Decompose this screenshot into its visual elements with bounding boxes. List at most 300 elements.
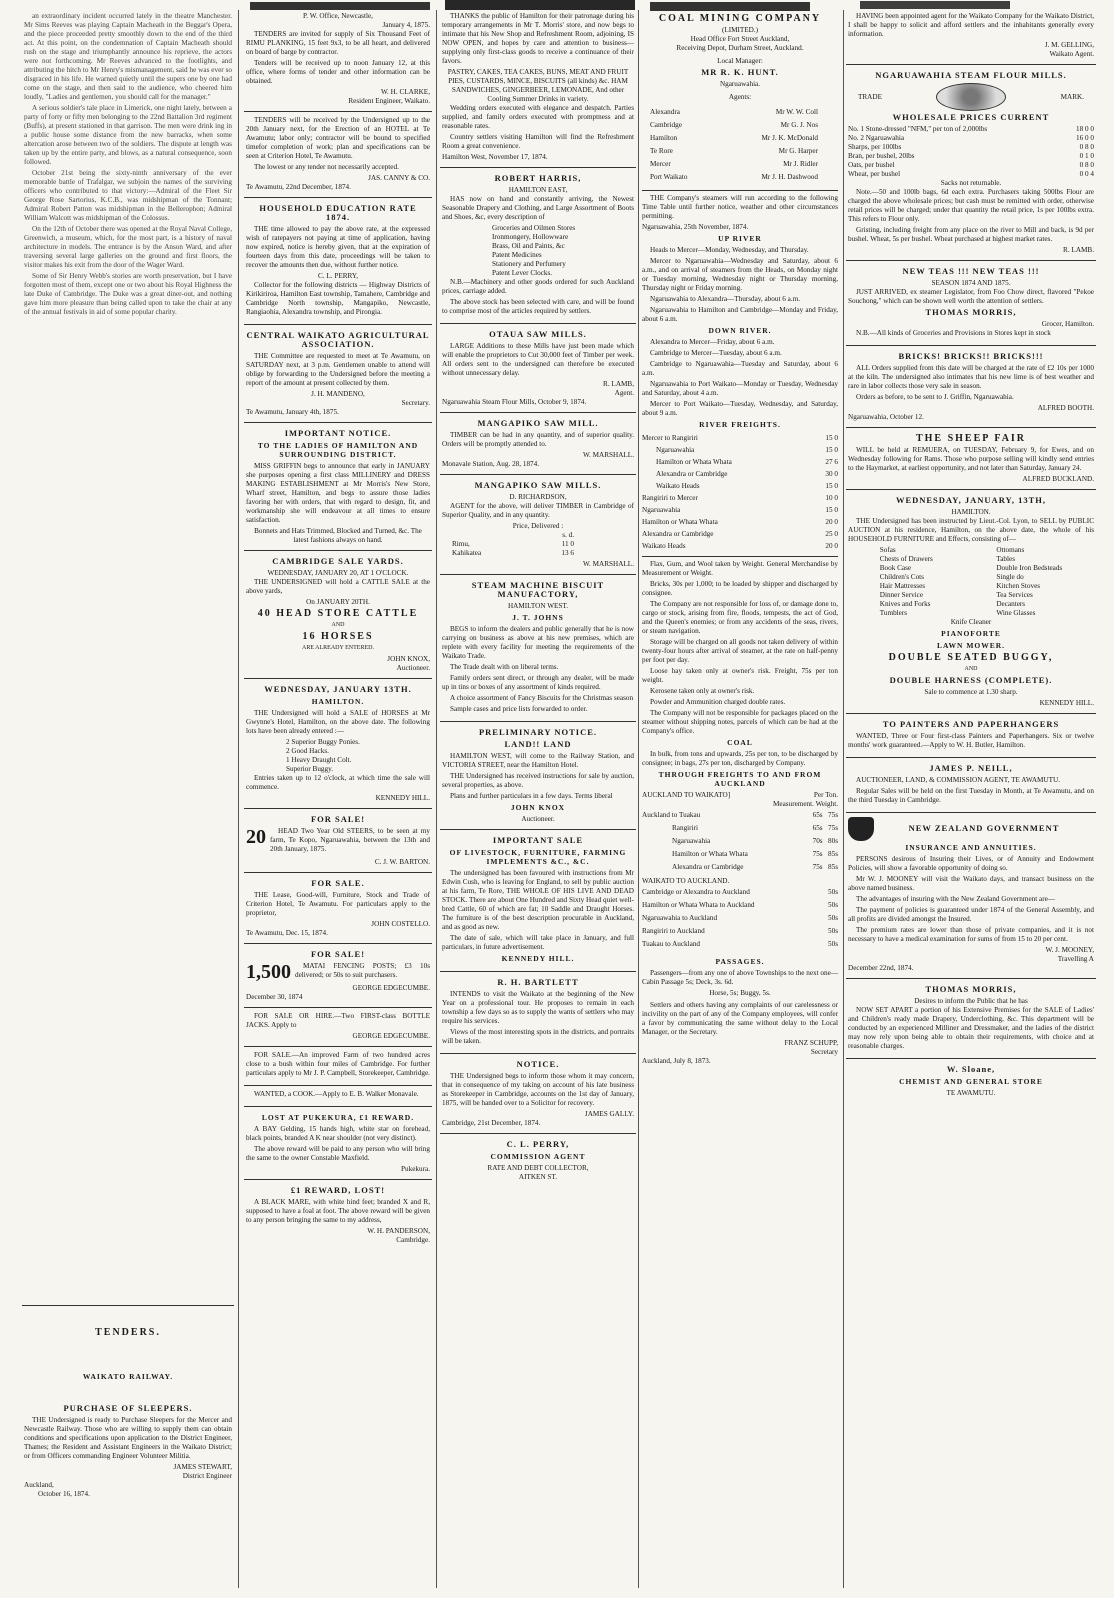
prices-note: Note.—50 and 100lb bags, 6d each extra. Purchasers taking 500lbs Flour are charged the above wholesale prices; but cash must be remitted with order, otherwise retail prices will be charged; under that quantity the retail price, 1s per 100lbs extra. This refers to Flour only. (848, 188, 1094, 223)
mangapiko-date: Monavale Station, Aug. 28, 1874. (442, 460, 540, 468)
company-limited: (LIMITED.) (721, 26, 759, 34)
rate-signature: C. L. PERRY, (317, 272, 358, 280)
livestock-footer: The date of sale, which will take place in January, and full particulars, in future advertisement. (442, 934, 634, 951)
freight-route: Alexandra or Cambridge (642, 530, 714, 538)
notice-heading: IMPORTANT NOTICE. (284, 428, 392, 438)
through-row (642, 848, 838, 861)
furniture-knife: Knife Cleaner (950, 618, 992, 626)
agent-row (642, 119, 838, 132)
reward-place: Cambridge. (396, 1236, 430, 1244)
passages-horse: Horse, 5s; Buggy, 5s. (709, 989, 771, 997)
back-route: Ngaruawahia to Auckland (642, 914, 718, 922)
price-row (848, 170, 1094, 179)
price-item: Wheat, per bushel (848, 170, 901, 178)
neill-body: AUCTIONEER, LAND, & COMMISSION AGENT, TE AWAMUTU. (856, 776, 1060, 784)
agent-appointment-title: Waikato Agent. (1049, 50, 1094, 58)
agent-name: Mr G. Harper (778, 147, 818, 155)
price-item: No. 1 Stone-dressed "NFM," per ton of 2,000lbs (848, 125, 988, 133)
morris-intro: Desires to inform the Public that he has (914, 997, 1028, 1005)
tender-date: Te Awamutu, 22nd December, 1874. (246, 183, 351, 191)
steers-body: HEAD Two Year Old STEERS, to be seen at my farm, Te Kopo, Ngaruawahia, between the 13th and 20th January, 1875. (270, 827, 430, 853)
price-item: Oats, per bushel (848, 161, 895, 169)
sale-yards-signature: JOHN KNOX, (387, 655, 430, 663)
reward-mare-ad (244, 1180, 432, 1250)
company-signature: FRANZ SCHUPP, (784, 1039, 838, 1047)
column-1 (22, 8, 234, 1588)
horse-lot: 1 Heavy Draught Colt. (286, 756, 352, 764)
association-heading: CENTRAL WAIKATO AGRICULTURAL ASSOCIATION. (246, 330, 430, 349)
through-route: Rangiriri (672, 824, 698, 832)
coal-heading: COAL (727, 738, 753, 747)
steers-heading: FOR SALE! (310, 814, 366, 824)
furniture-item: Decanters (996, 600, 1026, 608)
harris-place: HAMILTON EAST, (508, 186, 568, 194)
livestock-heading: IMPORTANT SALE (492, 835, 584, 845)
freight-price: 15 0 (825, 434, 838, 442)
government-insurance-ad (846, 813, 1096, 979)
back-route: Tuakau to Auckland (642, 940, 701, 948)
back-row (642, 912, 838, 925)
agent-place: Alexandra (650, 108, 680, 116)
freight-row (642, 444, 838, 456)
furniture-item: Book Case (879, 564, 912, 572)
biscuit-place: HAMILTON WEST. (507, 602, 569, 610)
price-item: No. 2 Ngaruawahia (848, 134, 905, 142)
crest-icon (848, 817, 874, 841)
reward-heading: £1 REWARD, LOST! (290, 1185, 386, 1195)
agricultural-association-ad (244, 325, 432, 423)
freight-row (642, 432, 838, 444)
furniture-item: Chests of Drawers (879, 555, 933, 563)
livestock-subheading: OF LIVESTOCK, FURNITURE, FARMING IMPLEMENTS &C., &C. (449, 848, 627, 866)
sheep-signature: ALFRED BUCKLAND. (1022, 475, 1094, 483)
otaua-body: LARGE Additions to these Mills have just been made which will enable the proprietors to Cut 30,000 feet of Timber per week. All orders sent to the undersigned can therefore be executed without unnecessary delay. (442, 342, 634, 377)
company-title: Secretary (810, 1048, 838, 1056)
furniture-mower: LAWN MOWER. (936, 641, 1006, 650)
through-row (642, 809, 838, 822)
manager-place: Ngaruawahia. (719, 80, 761, 88)
painters-ad (846, 714, 1096, 758)
company-heading: COAL MINING COMPANY (658, 13, 822, 24)
harris-heading: ROBERT HARRIS, (494, 173, 582, 183)
through-weight: 85s (828, 863, 838, 871)
land-heading: LAND!! LAND (504, 739, 572, 749)
freight-route: Waikato Heads (656, 482, 700, 490)
lost-body: The above reward will be paid to any person who will bring the same to the owner Constable Maxfield. (246, 1145, 430, 1162)
livestock-signature: KENNEDY HILL. (501, 954, 575, 963)
planking-tender-ad (244, 8, 432, 112)
agent-row (642, 145, 838, 158)
furniture-body: THE Undersigned has been instructed by Lieut.-Col. Lyon, to SELL by PUBLIC AUCTION at his residence, Hamilton, on the above date, the whole of his HOUSEHOLD FURNITURE and Effects, consisting of— (848, 517, 1094, 543)
tender-body: Tenders will be received up to noon January 12, at this office, where forms of tender and other information can be obtained. (246, 59, 430, 85)
freight-route: Waikato Heads (642, 542, 686, 550)
horse-sale-place: HAMILTON. (311, 697, 365, 706)
thanks-more: Wedding orders executed with elegance and despatch. Parties supplied, and family orders executed with promptness and at reasonable rates. (442, 104, 634, 130)
furniture-signature: KENNEDY HILL. (1039, 699, 1094, 707)
freight-price: 15 0 (825, 446, 838, 454)
sale-yards-date: WEDNESDAY, JANUARY 20, AT 1 O'CLOCK. (267, 569, 409, 577)
back-price: 50s (828, 914, 838, 922)
association-date: Te Awamutu, January 4th, 1875. (246, 408, 339, 416)
down-river-item: Ngaruawahia to Port Waikato—Monday or Tuesday, Wednesday and Saturday, about 4 a.m. (642, 380, 838, 397)
up-river-heading: UP RIVER (718, 234, 762, 243)
price-value: 0 0 4 (1079, 170, 1094, 178)
perry-ad (440, 1134, 636, 1187)
furniture-item: Wine Glasses (996, 609, 1036, 617)
neill-heading: JAMES P. NEILL, (929, 763, 1013, 773)
furniture-item: Children's Cots (879, 573, 924, 581)
bartlett-ad (440, 972, 636, 1054)
jacks-body: FOR SALE OR HIRE.—Two FIRST-class BOTTLE JACKS. Apply to (246, 1012, 430, 1029)
agents-label: Agents: (728, 93, 752, 101)
land-body: THE Undersigned has received instructions for sale by auction, several properties, as above. (442, 772, 634, 789)
harris-item: Ironmongery, Hollowware (492, 233, 569, 241)
freight-row (642, 480, 838, 492)
sleepers-signature: JAMES STEWART, (173, 1463, 232, 1471)
price-row (848, 125, 1094, 134)
biscuit-body: Family orders sent direct, or through any dealer, will be made up in tins or boxes of any assortment of kinds required. (442, 674, 634, 691)
agent-appointment-body: HAVING been appointed agent for the Waikato Company for the Waikato District, I shall be happy to solicit and afford settlers and the inhabitants generally every information. (848, 12, 1094, 38)
harris-item: Stationery and Perfumery (492, 260, 566, 268)
biscuit-body: BEGS to inform the dealers and public generally that he is now carrying on business as above at his new premises, which are replete with every facility for meeting the requirements of the Waikato Trade. (442, 625, 634, 660)
furniture-sale-ad (846, 490, 1096, 714)
company-depot: Receiving Depot, Durham Street, Auckland. (676, 44, 804, 52)
through-weight: 85s (828, 850, 838, 858)
harris-body: HAS now on hand and constantly arriving, the Newest Seasonable Drapery and Clothing, and Large Assortment of Boots and Shoes, &c, every description of (442, 195, 634, 221)
government-title: Travelling A (1057, 955, 1094, 963)
bricks-body: Bricks, 30s per 1,000; to be loaded by shipper and discharged by consignee. (642, 580, 838, 597)
thanks-footer: Country settlers visiting Hamilton will find the Refreshment Room a great convenience. (442, 133, 634, 150)
bricks-ad (846, 346, 1096, 428)
freight-price: 20 0 (825, 542, 838, 550)
storage-body: Storage will be charged on all goods not taken delivery of within twenty-four hours after arrival of steamer, at the rate on half-penny per foot per day. (642, 638, 838, 664)
through-measure: 75s (812, 850, 823, 858)
back-table (642, 886, 838, 951)
through-measure: 65s (812, 824, 823, 832)
gristing-body: Gristing, including freight from any place on the river to Mill and back, is 9d per bushel. Wheat, 5s per bushel. Wheat purchased at highest market rates. (848, 226, 1094, 243)
lost-heading: LOST AT PUKEKURA, £1 REWARD. (261, 1113, 415, 1122)
settlers-body: Settlers and others having any complaints of our carelessness or incivility on the part of any of the Company employees, will confer a favor by communicating the same without delay to the Local Manager, or the Secretary. (642, 1001, 838, 1036)
furniture-item: Kitchen Stoves (996, 582, 1041, 590)
tender-body: The lowest or any tender not necessarily accepted. (254, 163, 399, 171)
waikato-to-heading: WAIKATO TO AUCKLAND. (642, 877, 730, 885)
through-sub-right: Per Ton. (813, 791, 838, 799)
sleepers-date: October 16, 1874. (38, 1490, 90, 1498)
livestock-sale-ad (440, 830, 636, 972)
furniture-item: Ottomans (996, 546, 1025, 554)
agent-signature: W. MARSHALL. (582, 560, 634, 568)
mangapiko-mills-heading: MANGAPIKO SAW MILLS. (474, 480, 602, 490)
through-route: Hamilton or Whata Whata (672, 850, 748, 858)
furniture-item: Tables (996, 555, 1016, 563)
mangapiko-heading: MANGAPIKO SAW MILL. (477, 418, 599, 428)
gally-date: Cambridge, 21st December, 1874. (442, 1119, 541, 1127)
price-units: s. d. (562, 531, 574, 539)
price-row (848, 152, 1094, 161)
mangapiko-mills-agent-ad (440, 475, 636, 575)
freight-route: Alexandra or Cambridge (656, 470, 728, 478)
price-item: Kahikatea (452, 549, 482, 557)
sale-yards-heading: CAMBRIDGE SALE YARDS. (272, 556, 404, 566)
jacks-signature: GEORGE EDGECUMBE. (352, 1032, 430, 1040)
freight-route: Hamilton or Whata Whata (642, 518, 718, 526)
sloane-place: TE AWAMUTU. (946, 1089, 996, 1097)
railway-heading: WAIKATO RAILWAY. (82, 1372, 174, 1381)
freight-price: 10 0 (825, 494, 838, 502)
freight-route: Rangiriri to Mercer (642, 494, 698, 502)
bartlett-body: INTENDS to visit the Waikato at the beginning of the New Year on a professional tour. He proposes to remain in each township a few days so as to supply the wants of settlers who may require his services. (442, 990, 634, 1025)
agent-body: AGENT for the above, will deliver TIMBER in Cambridge of Superior Quality, and in any quantity. (442, 502, 634, 519)
furniture-heading: WEDNESDAY, JANUARY, 13TH, (895, 495, 1047, 505)
tender-title: Resident Engineer, Waikato. (348, 97, 430, 105)
education-rate-ad (244, 198, 432, 325)
back-price: 50s (828, 940, 838, 948)
down-river-item: Alexandra to Mercer—Friday, about 6 a.m. (650, 338, 775, 346)
tender-signature: JAS. CANNY & CO. (368, 174, 430, 182)
thanks-date: Hamilton West, November 17, 1874. (442, 153, 548, 161)
government-date: December 22nd, 1874. (848, 964, 914, 972)
gristing-signature: R. LAMB. (1063, 246, 1094, 254)
agent-row (642, 132, 838, 145)
price-value: 0 8 0 (1079, 143, 1094, 151)
farm-sale-ad (244, 1047, 432, 1086)
coal-body: In bulk, from tons and upwards, 25s per ton, to be discharged by consignee; in bags, 27s per ton, discharged by Company. (642, 750, 838, 767)
company-date: Auckland, July 8, 1873. (642, 1057, 711, 1065)
morris-body: NOW SET APART a portion of his Extensive Premises for the SALE of Ladies' and Children's ready made Drapery, Underclothing, &c. This department will be conducted by an experienced Milliner and Dressmaker, and the ladies of the district may now rely upon being able to obtain their requirements, with choice and at reasonable charges. (848, 1006, 1094, 1050)
back-route: Hamilton or Whata Whata to Auckland (642, 901, 755, 909)
freight-price: 27 6 (825, 458, 838, 466)
through-measure: 65s (812, 811, 823, 819)
posts-sale-ad (244, 944, 432, 1008)
government-body: Mr W. J. MOONEY will visit the Waikato days, and transact business on the above named business. (848, 875, 1094, 892)
harris-list (442, 224, 634, 278)
steers-number: 20 (246, 826, 266, 848)
article-text: October 21st being the sixty-ninth anniversary of the ever memorable battle of Trafalgar, we subjoin the names of the surviving officers who contributed to that victory:—Admiral of the Fleet Sir George Rose Sartorius, K.C.B., was midshipman of the Tonnant; Admiral Robert Patton was midshipman in the Bellerophon; Admiral William Walcott was midshipman of the Colossus. (24, 169, 232, 222)
mangapiko-signature: W. MARSHALL. (582, 451, 634, 459)
through-weight: 75s (828, 811, 838, 819)
down-river-item: Cambridge to Ngaruawahia—Tuesday and Saturday, about 6 a.m. (642, 360, 838, 377)
sleepers-heading: PURCHASE OF SLEEPERS. (63, 1403, 193, 1413)
rate-districts: Collector for the following districts — Highway Districts of Kirikiriroa, Hamilton East township, Tamahere, Cambridge and Cambridge North township, Mangapiko, Newcastle, Rangiaohia, Alexandra township, and Pirongia. (246, 281, 430, 316)
government-heading: NEW ZEALAND GOVERNMENT (908, 823, 1060, 833)
perry-subheading: COMMISSION AGENT (490, 1152, 586, 1161)
government-signature: W. J. MOONEY, (1045, 946, 1094, 954)
notice-subheading: TO THE LADIES OF HAMILTON AND SURROUNDING DISTRICT. (257, 441, 419, 459)
posts-heading: FOR SALE! (310, 949, 366, 959)
agent-name: Mr J. K. McDonald (761, 134, 818, 142)
teas-heading: NEW TEAS !!! NEW TEAS !!! (902, 266, 1040, 276)
freight-row (642, 492, 838, 504)
hay-body: Loose hay taken only at owner's risk. Freight, 75s per ton weight. (642, 667, 838, 684)
sleepers-place: Auckland, (24, 1481, 54, 1489)
furniture-place: HAMILTON. (951, 508, 991, 516)
through-table (642, 809, 838, 874)
lost-gelding-ad (244, 1107, 432, 1180)
horse-sale-footer: Entries taken up to 12 o'clock, at which time the sale will commence. (246, 774, 430, 791)
sheep-body: WILL be held at REMUERA, on TUESDAY, February 9, for Ewes, and on Wednesday following for Rams. Those who purpose selling will kindly send entries to the Haymarket, at earliest opportunity, and not later than Saturday, January 24. (848, 446, 1094, 472)
through-sub-left: AUCKLAND TO WAIKATO] (642, 791, 731, 799)
teas-title: Grocer, Hamilton. (1041, 320, 1094, 328)
furniture-item: Double Iron Bedsteads (996, 564, 1063, 572)
furniture-item: Single do (996, 573, 1024, 581)
livestock-body: The undersigned has been favoured with instructions from Mr Edwin Cush, who is leaving for England, to sell by public auction at his farm, Te Rore, THE WHOLE OF HIS LIVE AND DEAD STOCK. There are about One Hundred and Sixty Head quiet well-bred Cattle, 60 of which are fat; 10 Saddle and Draught Horses. The furniture is of the best description procurable in Auckland, and as good as new. (442, 869, 634, 931)
government-body: The payment of policies is guaranteed under 1874 of the General Assembly, and all profits are divided amongst the Insured. (848, 906, 1094, 923)
posts-body: MATAI FENCING POSTS; £3 10s delivered; or 50s to suit purchasers. (295, 962, 430, 979)
up-river-item: Mercer to Ngaruawahia—Wednesday and Saturday, about 6 a.m., and on arrival of steamers from the Heads, on Monday night or Tuesday morning, Wednesday night or Thursday morning, Thursday night or Friday morning. (642, 257, 838, 292)
up-river-item: Ngaruawahia to Alexandra—Thursday, about 6 a.m. (650, 295, 801, 303)
gally-signature: JAMES GALLY. (584, 1110, 634, 1118)
posts-date: December 30, 1874 (246, 993, 303, 1001)
agent-name: Mr W. W. Coll (775, 108, 818, 116)
cattle-sale-ad (244, 551, 432, 679)
bricks-signature: ALFRED BOOTH. (1037, 404, 1094, 412)
up-river-item: Ngaruawahia to Hamilton and Cambridge—Monday and Friday, about 6 a.m. (642, 306, 838, 323)
through-heading: THROUGH FREIGHTS TO AND FROM AUCKLAND (658, 770, 822, 788)
price-value: 0 8 0 (1079, 161, 1094, 169)
harris-item: Groceries and Oilmen Stores (492, 224, 576, 232)
flour-mills-ad (846, 65, 1096, 261)
horse-lot: Superior Buggy. (286, 765, 334, 773)
through-row (642, 822, 838, 835)
teas-subheading: SEASON 1874 AND 1875. (931, 279, 1011, 287)
article-text: an extraordinary incident occurred lately in the theatre Manchester. Mr Sims Reeves was playing Captain Macheath in the Beggar's Opera, and the piece proceeded pretty smoothly down to the end of the third act. At this point, on the condemnation of Captain Macheath should rush on the stage and triumphantly announce his reprieve, the actors were not forthcoming. Mr Reeves advanced to the footlights, and attributing the hitch to Mr Henry's mismanagement, said he was ever so disgraced in his life. He warned quietly until the supers one by one had come on the stage, and then said to the audience, who cheered him loudly, "Ladies and gentlemen, you should call for the manager." (24, 12, 232, 101)
horse-sale-signature: KENNEDY HILL. (375, 794, 430, 802)
freight-route: Ngaruawahia (656, 446, 695, 454)
tender-body: TENDERS are invited for supply of Six Thousand Feet of RIMU PLANKING, 15 feet 9x3, to be all heart, and delivered on board of barge by contractor. (246, 30, 430, 56)
reward-body: A BLACK MARE, with white hind feet; branded X and R, supposed to have a foal at foot. The above reward will be given to any person bringing the same to my address, (246, 1198, 430, 1224)
through-route: Auckland to Tuakau (642, 811, 701, 819)
lost-place: Pukekura. (401, 1165, 430, 1173)
cook-body: WANTED, a COOK.—Apply to E. B. Walker Monavale. (254, 1090, 419, 1098)
lease-body: THE Lease, Good-will, Furniture, Stock and Trade of Criterion Hotel, Te Awamutu. For particulars apply to the proprietor, (246, 891, 430, 917)
perry-subheading-2: RATE AND DEBT COLLECTOR, (487, 1164, 589, 1172)
trademark-icon (936, 83, 1006, 111)
bricks-footer: Orders as before, to be sent to J. Griffin, Ngaruawahia. (856, 393, 1014, 401)
gally-body: THE Undersigned begs to inform those whom it may concern, that in consequence of my taking on account of his late business as Storekeeper in Cambridge, accounts on the 1st day of January, 1875, will be handed over to a Solicitor for recovery. (442, 1072, 634, 1107)
liability-body: The Company are not responsible for loss of, or damage done to, cargo or stock, arising from fire, floods, tempests, the act of God, and the Queen's enemies; or from any accidents of the seas, rivers, or steam navigation. (642, 600, 838, 635)
land-body: HAMILTON WEST, will come to the Railway Station, and VICTORIA STREET, near the Hamilton Hotel. (442, 752, 634, 769)
teas-signature: THOMAS MORRIS, (925, 307, 1017, 317)
article-text: On the 12th of October there was opened at the Royal Naval College, Greenwich, a museum, which, for the most part, is a history of naval architecture in models. The entrance is by the Anson Ward, and after traversing several large galleries on the ground and first floors, the visitor makes his exit from the door of the Wager Ward. (24, 225, 232, 269)
article-text: A serious soldier's tale place in Limerick, one night lately, between a party of forty or fifty men belonging to the 22nd Battalion 3rd regiment (Buffs), at present stationed in that garrison. The men were drink ing in a public house some distance from the new barracks, when some altercation arose between two of the soldiers. The dispute at length was taken up by the entire party, and blows, as a natural consequence, soon followed. (24, 104, 232, 166)
harris-item: Patent Medicines (492, 251, 542, 259)
tender-signature: W. H. CLARKE, (380, 88, 430, 96)
agent-appointment-ad (846, 8, 1096, 65)
po-date: January 4, 1875. (382, 21, 430, 29)
coal-company-ad (640, 8, 840, 1071)
price-row (848, 161, 1094, 170)
through-route: Alexandra or Cambridge (672, 863, 744, 871)
tenders-ad (22, 1306, 234, 1504)
new-teas-ad (846, 261, 1096, 346)
land-footer: Plans and further particulars in a few days. Terms liberal (450, 792, 613, 800)
freight-route: Mercer to Rangiriri (642, 434, 698, 442)
furniture-harness: DOUBLE HARNESS (COMPLETE). (889, 675, 1053, 685)
bricks-heading: BRICKS! BRICKS!! BRICKS!!! (898, 351, 1044, 361)
bottle-jacks-ad (244, 1008, 432, 1047)
column-5 (846, 8, 1096, 1588)
freight-row (642, 540, 838, 552)
passages-body: Passengers—from any one of above Townships to the next one—Cabin Passage 5s; Deck, 3s. 6d. (642, 969, 839, 986)
otaua-date: Ngaruawahia Steam Flour Mills, October 9, 1874. (442, 398, 587, 406)
furniture-item: Tumblers (879, 609, 908, 617)
agent-place: Hamilton (650, 134, 678, 142)
sale-yards-title: Auctioneer. (396, 664, 430, 672)
sleepers-body: THE Undersigned is ready to Purchase Sleepers for the Mercer and Newcastle Railway. Those who are willing to supply them can obtain conditions and specifications upon application to the District Engineer, Thames; the Resident and Assistant Engineers in the Waikato District; or from Officers commanding Engineer Volunteer Militia. (24, 1416, 232, 1460)
price-label: Price, Delivered : (512, 522, 564, 530)
steamers-date: Ngaruawahia, 25th November, 1874. (642, 223, 749, 231)
horse-sale-heading: WEDNESDAY, JANUARY 13TH. (264, 684, 412, 694)
mangapiko-mill-ad (440, 413, 636, 475)
neill-footer: Regular Sales will be held on the first Tuesday in Month, at Te Awamutu, and on the third Tuesday in Cambridge. (848, 787, 1094, 804)
prices-table (848, 125, 1094, 179)
millinery-notice-ad (244, 423, 432, 551)
sheep-heading: THE SHEEP FAIR (915, 433, 1027, 444)
through-row (642, 861, 838, 874)
lease-signature: JOHN COSTELLO. (371, 920, 430, 928)
hotel-lease-ad (244, 873, 432, 944)
steamers-body: THE Company's steamers will run according to the following Time Table until further notice, weather and other circumstances permitting. (642, 194, 838, 220)
price-item: Rimu, (452, 540, 470, 548)
bartlett-footer: Views of the most interesting spots in the districts, and portraits will be taken. (442, 1028, 634, 1045)
biscuit-heading: STEAM MACHINE BISCUIT MANUFACTORY, (471, 580, 605, 599)
flour-mills-heading: NGARUAWAHIA STEAM FLOUR MILLS. (875, 70, 1067, 80)
rate-body: THE time allowed to pay the above rate, at the expressed wish of ratepayers not paying at time of application, having now expired, notice is hereby given, that at the expiration of fourteen days from this date, proceedings will be taken to recover the amounts then due, without further notice. (246, 225, 430, 269)
perry-place: AITKEN ST. (518, 1173, 558, 1181)
farm-body: FOR SALE.—An improved Farm of two hundred acres close to a bush within four miles of Cambridge. For further particulars apply to Mr J. P. Campbell, Storekeeper, Cambridge. (246, 1051, 430, 1077)
thanks-body: THANKS the public of Hamilton for their patronage during his temporary arrangements in Mr T. Morris' store, and now begs to intimate that his New Shop and Refreshment Room, adjoining, IS NOW OPEN, and hopes by care and attention to business—supplying only first-class goods to receive a continuance of their favors. (442, 12, 634, 65)
land-signature: JOHN KNOX (510, 803, 566, 812)
agent-name: Mr G. J. Nos (780, 121, 818, 129)
sloane-ad (846, 1059, 1096, 1103)
perry-heading: C. L. PERRY, (506, 1139, 570, 1149)
refreshment-room-ad (440, 8, 636, 168)
mark-label: MARK. (1060, 92, 1084, 101)
prices-heading: WHOLESALE PRICES CURRENT (892, 112, 1050, 122)
lost-body: A BAY Gelding, 15 hands high, white star on forehead, black points, branded A K near shoulder (not very distinct). (246, 1125, 430, 1142)
freight-row (642, 516, 838, 528)
harris-item: Brass, Oil and Paints, &c (492, 242, 565, 250)
manager-name: MR R. K. HUNT. (701, 67, 779, 77)
posts-number: 1,500 (246, 961, 291, 983)
freights-table (642, 432, 838, 552)
otaua-signature: R. LAMB, (603, 380, 634, 388)
column-4 (640, 8, 840, 1588)
sale-yards-entered: ARE ALREADY ENTERED. (302, 645, 374, 651)
association-body: THE Committee are requested to meet at Te Awamutu, on SATURDAY next, at 3 p.m. Gentlemen unable to attend will oblige by forwarding to the Undersigned before the meeting a report of the amount at present collected by them. (246, 352, 430, 387)
price-value: 18 0 0 (1076, 125, 1094, 133)
sale-yards-cattle: 40 HEAD STORE CATTLE (257, 608, 419, 619)
freight-route: Ngaruawahia (642, 506, 681, 514)
manager-label: Local Manager: (717, 57, 763, 65)
teas-nb: N.B.—All kinds of Groceries and Provisions in Stores kept in stock (856, 329, 1051, 337)
sale-yards-body: THE UNDERSIGNED will hold a CATTLE SALE at the above yards, (246, 578, 430, 595)
freight-price: 15 0 (825, 482, 838, 490)
back-row (642, 886, 838, 899)
sloane-heading: W. Sloane, (946, 1064, 996, 1074)
furniture-time: Sale to commence at 1.30 sharp. (924, 688, 1018, 696)
teas-body: JUST ARRIVED, ex steamer Legislator, from Foo Chow direct, flavored "Pekoe Souchong," which can be shown well worth the attention of settlers. (848, 288, 1094, 305)
price-item: Bran, per bushel, 20lbs (848, 152, 915, 160)
down-river-item: Mercer to Port Waikato—Tuesday, Wednesday, and Saturday, about 9 a.m. (642, 400, 838, 417)
price-value: 11 0 (561, 540, 574, 548)
furniture-item: Knives and Forks (879, 600, 931, 608)
flax-body: Flax, Gum, and Wool taken by Weight. General Merchandise by Measurement or Weight. (642, 560, 838, 577)
posts-signature: GEORGE EDGECUMBE. (352, 984, 430, 992)
column-rule (638, 10, 639, 1588)
harris-ad (440, 168, 636, 324)
passages-heading: PASSAGES. (715, 957, 765, 966)
